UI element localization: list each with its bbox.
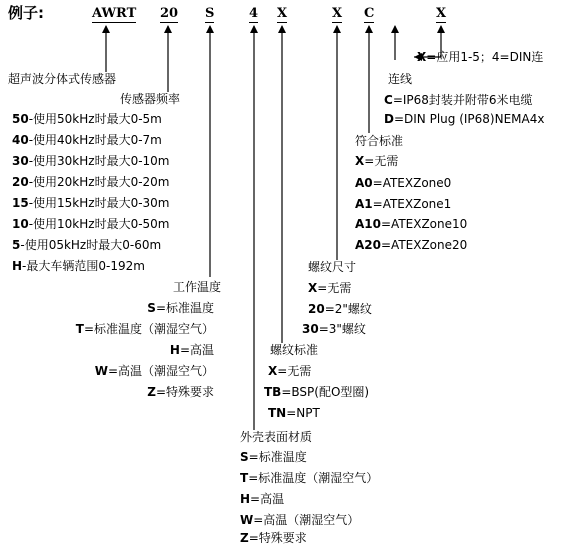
temperature-item [170, 343, 214, 357]
thread-size-item-code: 30 [302, 322, 319, 336]
code-segment-application: X [436, 6, 447, 21]
thread-std-item-code: X [268, 364, 278, 378]
frequency-item-code: 30 [12, 154, 29, 168]
frequency-item-code: 50 [12, 112, 29, 126]
compliance-item [355, 197, 451, 211]
compliance-item-text: =ATEXZone20 [381, 238, 468, 252]
frequency-item-text: -使用30kHz时最大0-10m [28, 154, 170, 168]
arrowhead-sensor-type [102, 25, 110, 33]
thread-std-item [268, 406, 320, 420]
housing-header: 外壳表面材质 [240, 430, 313, 444]
frequency-header: 传感器频率 [120, 92, 181, 106]
compliance-item-code: A0 [355, 176, 373, 190]
frequency-item-code: 15 [12, 196, 29, 210]
temperature-item [147, 385, 214, 399]
arrowhead-connection [391, 25, 399, 33]
connection-header: 连线 [388, 72, 413, 86]
application-code: X [417, 50, 427, 64]
frequency-item-text: -最大车辆范围0-192m [22, 259, 145, 273]
housing-item-text: =标准温度 [248, 450, 307, 464]
frequency-item-text: -使用50kHz时最大0-5m [28, 112, 162, 126]
frequency-item-code: 5 [12, 238, 21, 252]
compliance-item [355, 217, 467, 231]
compliance-item [355, 238, 467, 252]
application-item [417, 50, 543, 64]
temperature-item-text: =标准温度 [155, 301, 214, 315]
housing-item [240, 471, 378, 485]
temperature-item-code: T [75, 322, 84, 336]
application-text: =应用1-5；4=DIN连 [426, 50, 544, 64]
housing-item-code: H [240, 492, 251, 506]
frequency-item-text: -使用20kHz时最大0-20m [28, 175, 170, 189]
connection-item-d: D=DIN Plug (IP68)NEMA4x [384, 112, 545, 126]
code-segment-housing: 4 [249, 6, 259, 21]
compliance-item-code: X [355, 154, 365, 168]
code-segment-model: AWRT [92, 6, 137, 21]
housing-item-text: =高温 [250, 492, 285, 506]
example-label: 例子: [8, 4, 44, 22]
temperature-item-text: =特殊要求 [155, 385, 214, 399]
arrowhead-application [437, 25, 445, 33]
temperature-item-text: =高温 [179, 343, 214, 357]
frequency-item-text: -使用15kHz时最大0-30m [28, 196, 170, 210]
temperature-item [76, 322, 214, 336]
compliance-item [355, 176, 451, 190]
temperature-item [95, 364, 214, 378]
temperature-item-text: =标准温度（潮湿空气） [83, 322, 214, 336]
thread-size-item [308, 302, 372, 316]
housing-item-text: =高温（潮湿空气） [253, 513, 360, 527]
housing-item-text: =标准温度（潮湿空气） [248, 471, 379, 485]
connection-item-c: C=IP68封装并附带6米电缆 [384, 93, 533, 107]
thread-std-item-text: =BSP(配O型圈) [281, 385, 370, 399]
temperature-item-text: =高温（潮湿空气） [107, 364, 214, 378]
temperature-item-code: H [169, 343, 180, 357]
housing-item-code: S [240, 450, 249, 464]
temperature-header: 工作温度 [173, 280, 222, 294]
housing-item-text: =特殊要求 [248, 531, 307, 545]
frequency-item-code: 20 [12, 175, 29, 189]
frequency-item [12, 154, 170, 168]
compliance-item-text: =ATEXZone1 [372, 197, 452, 211]
frequency-item-text: -使用05kHz时最大0-60m [20, 238, 162, 252]
frequency-item [12, 112, 162, 126]
temperature-item-code: Z [147, 385, 156, 399]
thread-std-item-code: TN [268, 406, 287, 420]
thread-size-item-text: =2"螺纹 [324, 302, 372, 316]
housing-item-code: T [240, 471, 249, 485]
compliance-item-code: A10 [355, 217, 381, 231]
housing-item-code: W [240, 513, 254, 527]
thread-size-item [302, 322, 366, 336]
arrowhead-thread-size [333, 25, 341, 33]
frequency-item-text: -使用10kHz时最大0-50m [28, 217, 170, 231]
temperature-item-code: S [147, 301, 156, 315]
sensor-type-header: 超声波分体式传感器 [8, 72, 117, 86]
frequency-item-code: 10 [12, 217, 29, 231]
thread-size-item-code: 20 [308, 302, 325, 316]
arrowhead-frequency [164, 25, 172, 33]
temperature-item-code: W [94, 364, 108, 378]
code-segment-thread-size: X [332, 6, 343, 21]
frequency-item [12, 196, 170, 210]
code-segment-temperature: S [205, 6, 215, 21]
housing-item [240, 492, 284, 506]
frequency-item [12, 259, 145, 273]
frequency-item [12, 133, 162, 147]
arrowhead-temperature [206, 25, 214, 33]
arrowhead-compliance [365, 25, 373, 33]
housing-item [240, 513, 359, 527]
compliance-item [355, 154, 398, 168]
compliance-header: 符合标准 [355, 134, 404, 148]
arrowhead-housing [250, 25, 258, 33]
thread-size-item [308, 281, 351, 295]
compliance-item-text: =ATEXZone10 [381, 217, 468, 231]
thread-std-header: 螺纹标准 [270, 343, 319, 357]
code-segment-thread-std: X [277, 6, 288, 21]
thread-std-item [264, 385, 369, 399]
thread-size-item-text: =无需 [317, 281, 352, 295]
frequency-item [12, 175, 170, 189]
frequency-item-code: 40 [12, 133, 29, 147]
compliance-item-code: A20 [355, 238, 381, 252]
frequency-item [12, 217, 170, 231]
thread-std-item [268, 364, 311, 378]
thread-size-item-text: =3"螺纹 [318, 322, 366, 336]
housing-item [240, 450, 307, 464]
frequency-item-code: H [12, 259, 23, 273]
frequency-item-text: -使用40kHz时最大0-7m [28, 133, 162, 147]
temperature-item [147, 301, 214, 315]
thread-std-item-text: =无需 [277, 364, 312, 378]
housing-item [240, 531, 307, 545]
code-segment-compliance: C [364, 6, 375, 21]
thread-std-item-code: TB [264, 385, 282, 399]
compliance-item-text: =ATEXZone0 [372, 176, 452, 190]
code-segment-frequency: 20 [160, 6, 179, 21]
thread-size-item-code: X [308, 281, 318, 295]
frequency-item [12, 238, 161, 252]
arrowhead-thread-std [278, 25, 286, 33]
thread-std-item-text: =NPT [286, 406, 320, 420]
thread-size-header: 螺纹尺寸 [308, 260, 357, 274]
compliance-item-text: =无需 [364, 154, 399, 168]
compliance-item-code: A1 [355, 197, 373, 211]
housing-item-code: Z [240, 531, 249, 545]
